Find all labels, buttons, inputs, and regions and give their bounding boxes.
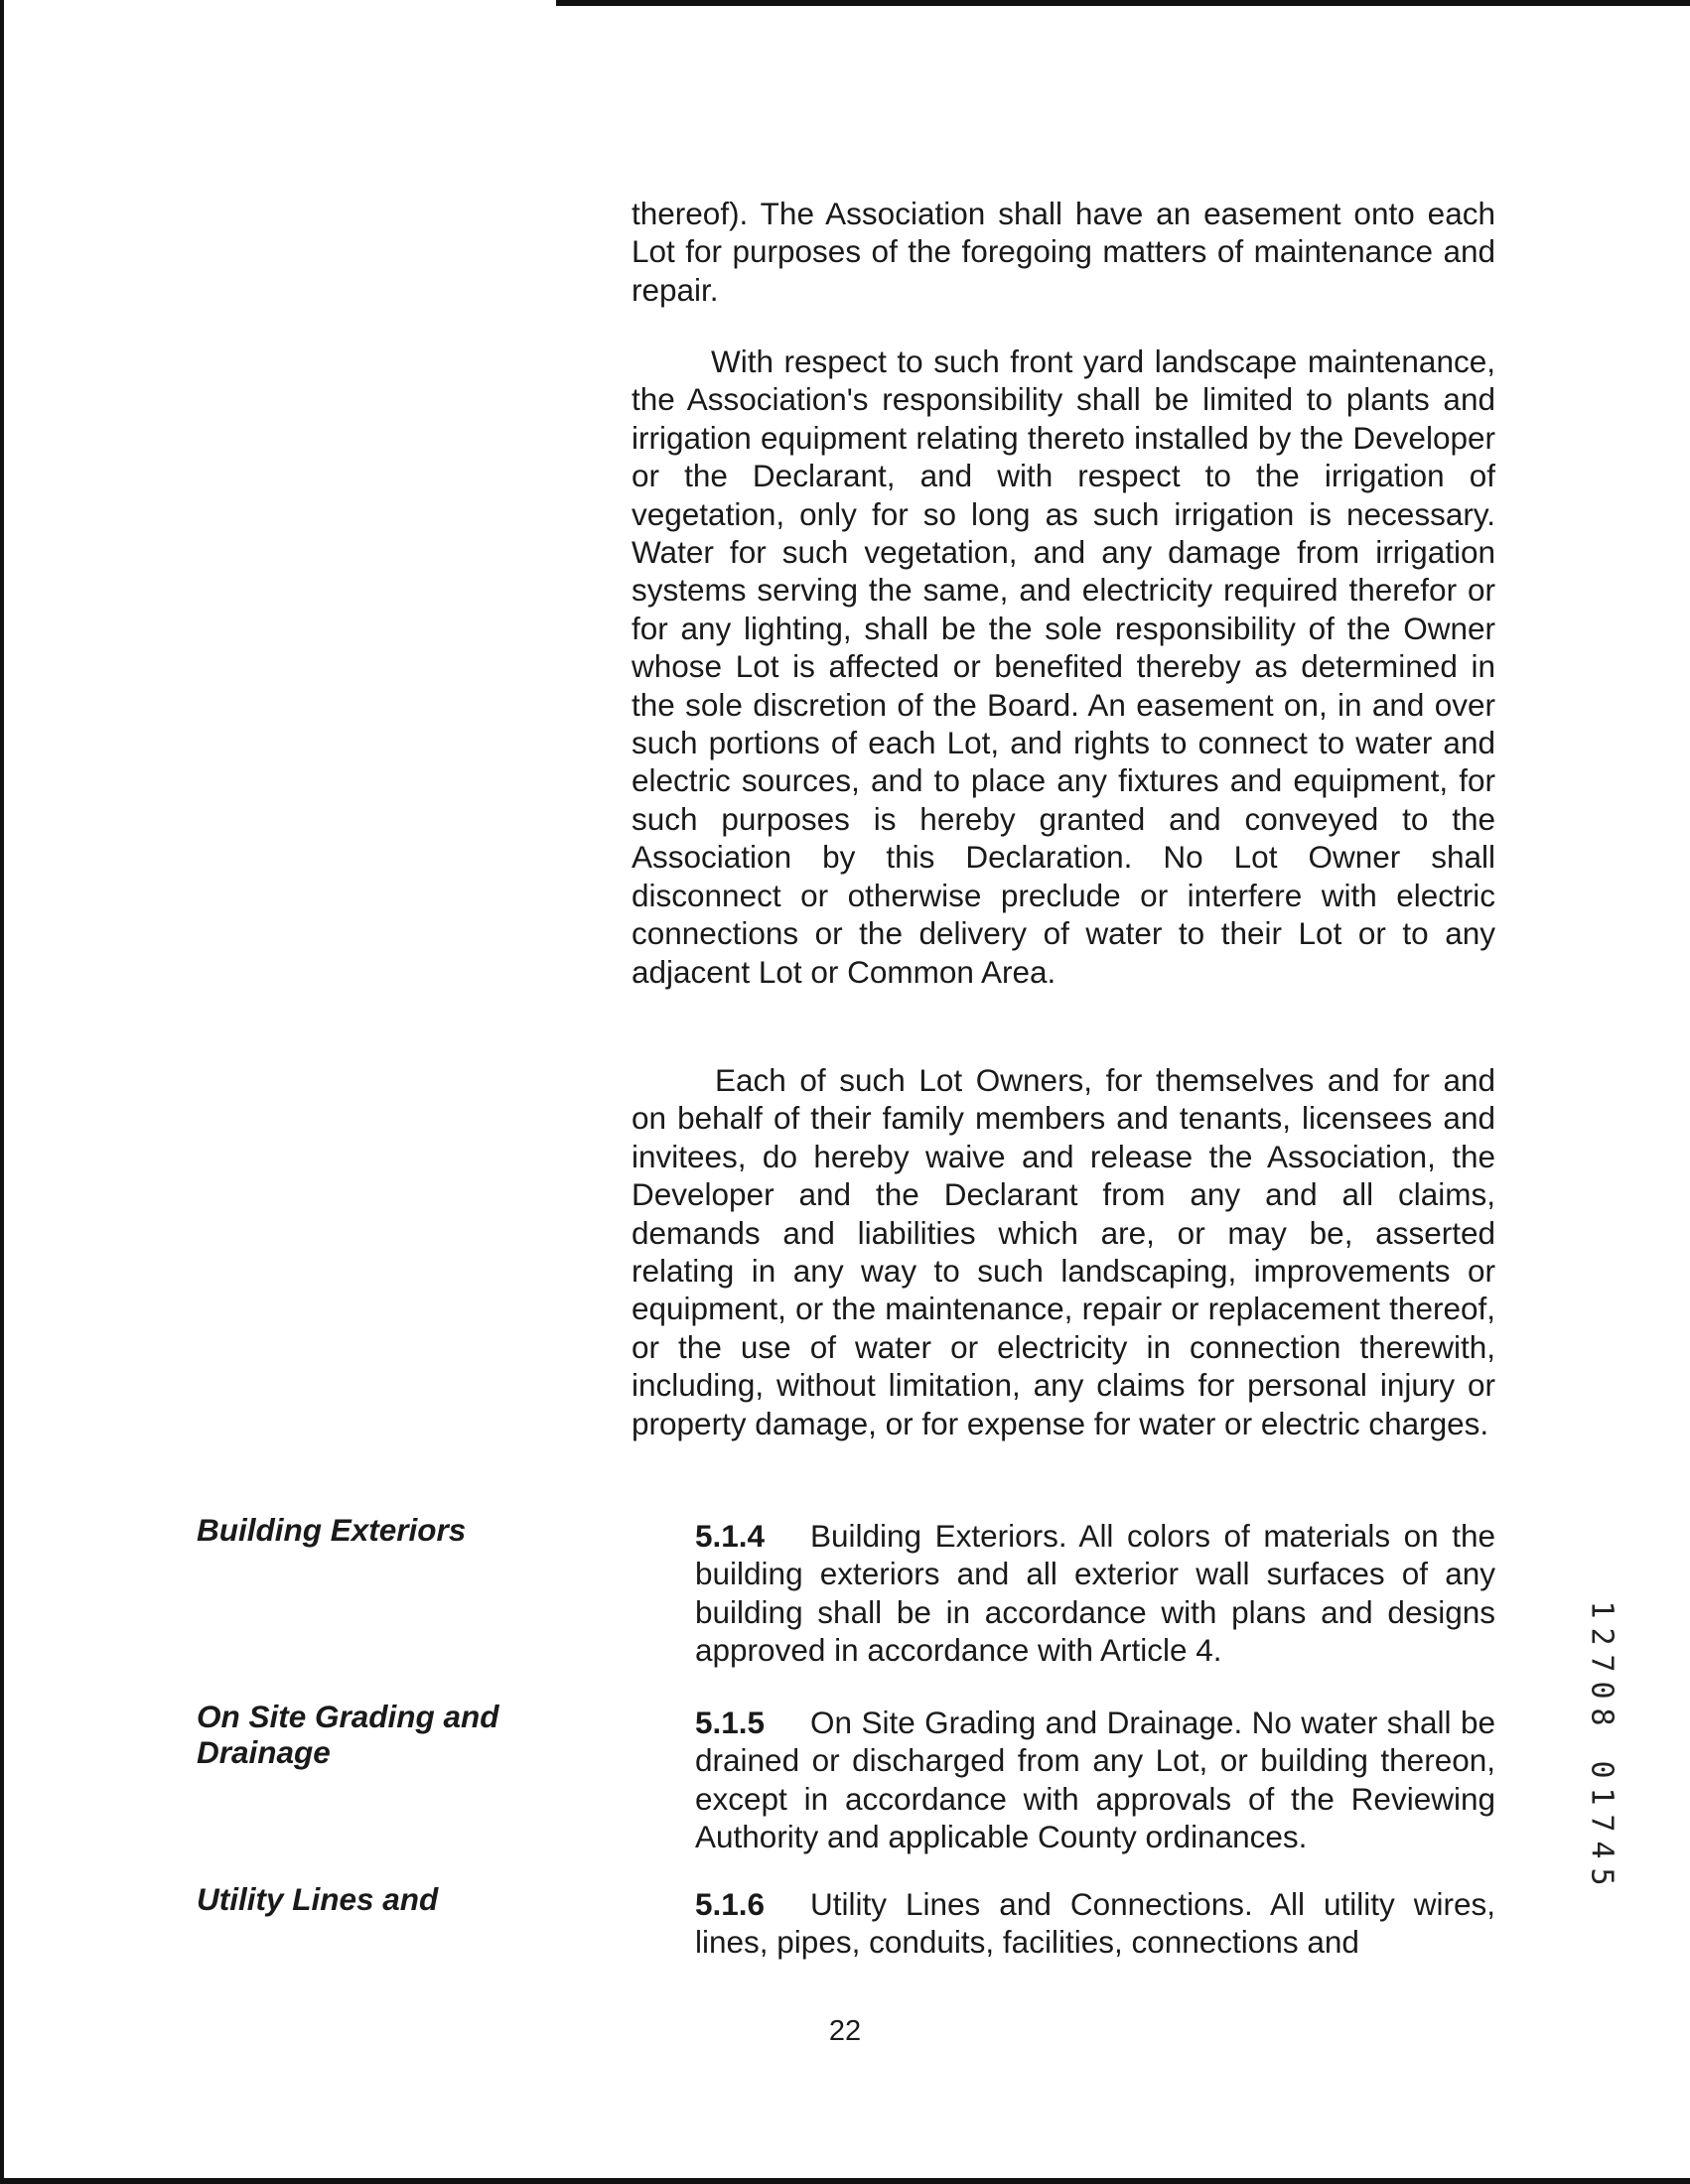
paragraph-3: Each of such Lot Owners, for themselves and for and on behalf of their family members and tenants, licensees and invitees, do hereby waive and release the Association, the Developer and the Declarant from any and all claims, demands and liabilities which are, or may be, asserted relating in any way to such landscaping, improvements or equipment, or the maintenance, repair or replacement thereof, or the use of water or electricity in connection therewith, including, without limitation, any claims for personal injury or property damage, or for expense for water or electric charges. <box>632 1062 1495 1441</box>
stamp-digit: 4 <box>1584 1841 1620 1859</box>
stamp-digit: 1 <box>1584 1600 1620 1619</box>
section-5-1-5 <box>632 1704 1495 1856</box>
section-number: 5.1.6 <box>695 1886 766 1922</box>
margin-heading-grading-drainage <box>197 1699 554 1770</box>
section-text: Utility Lines and Connections. All utility wires, lines, pipes, conduits, facilities, connections and <box>695 1886 1495 1961</box>
section-number: 5.1.4 <box>695 1518 766 1554</box>
stamp-digit: 2 <box>1584 1627 1620 1646</box>
stamp-digit: 8 <box>1584 1707 1620 1726</box>
scan-border-left <box>0 0 4 2184</box>
paragraph-1: thereof). The Association shall have an easement onto each Lot for purposes of the foregoing matters of maintenance and repair. <box>632 196 1495 308</box>
margin-heading-line: Drainage <box>197 1734 331 1770</box>
stamp-digit: 7 <box>1584 1654 1620 1673</box>
scan-border-top <box>556 0 1690 6</box>
margin-heading-building-exteriors: Building Exteriors <box>197 1512 467 1548</box>
stamp-digit: 0 <box>1584 1760 1620 1779</box>
scan-border-bottom <box>0 2178 1690 2184</box>
paragraph-landscape-maintenance <box>632 342 1495 991</box>
recording-stamp <box>1585 1596 1619 1890</box>
stamp-digit: 1 <box>1584 1787 1620 1806</box>
stamp-digit: 7 <box>1584 1814 1620 1833</box>
section-5-1-6 <box>632 1885 1495 1962</box>
page-number: 22 <box>828 2015 862 2047</box>
margin-heading-utility-lines: Utility Lines and <box>197 1881 439 1917</box>
margin-heading-line: On Site Grading and <box>197 1699 499 1734</box>
paragraph-continuation <box>632 195 1495 309</box>
section-text: Building Exteriors. All colors of materials on the building exteriors and all exterior wall surfaces of any building shall be in accordance with plans and designs approved in accordance with Article 4. <box>695 1518 1495 1669</box>
section-number: 5.1.5 <box>695 1705 766 1740</box>
stamp-digit: 0 <box>1584 1681 1620 1700</box>
paragraph-waiver <box>632 1061 1495 1442</box>
section-text: On Site Grading and Drainage. No water shall be drained or discharged from any Lot, or building thereon, except in accordance with approvals of the Reviewing Authority and applicable County ordinances. <box>695 1705 1495 1855</box>
paragraph-2: With respect to such front yard landscape maintenance, the Association's responsibility shall be limited to plants and irrigation equipment relating thereto installed by the Developer or the Declarant, and with respect to the irrigation of vegetation, only for so long as such irrigation is necessary. Water for such vegetation, and any damage from irrigation systems serving the same, and electricity required therefor or for any lighting, shall be the sole responsibility of the Owner whose Lot is affected or benefited thereby as determined in the sole discretion of the Board. An easement on, in and over such portions of each Lot, and rights to connect to water and electric sources, and to place any fixtures and equipment, for such purposes is hereby granted and conveyed to the Association by this Declaration. No Lot Owner shall disconnect or otherwise preclude or interfere with electric connections or the delivery of water to their Lot or to any adjacent Lot or Common Area. <box>632 343 1495 990</box>
stamp-digit: 5 <box>1584 1867 1620 1886</box>
section-5-1-4 <box>632 1517 1495 1670</box>
